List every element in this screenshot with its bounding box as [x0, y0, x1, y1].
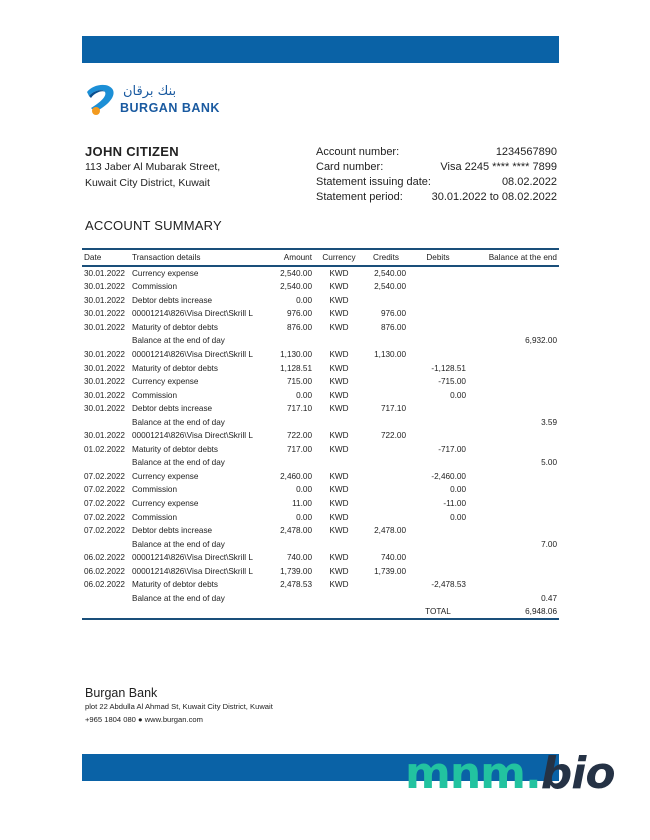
watermark-part2: bio: [540, 748, 615, 799]
cell-credits: 740.00: [380, 553, 406, 563]
cell-amount: 2,478.53: [280, 580, 312, 590]
table-row: [82, 497, 559, 511]
cell-balance: 3.59: [541, 417, 557, 427]
cell-balance: [468, 483, 559, 497]
issue-date-value: 08.02.2022: [501, 176, 557, 188]
cell-details: Debtor debts increase: [132, 295, 213, 305]
issue-date-label: Statement issuing date:: [316, 176, 431, 188]
cell-balance: [468, 429, 559, 443]
table-row: [82, 402, 559, 416]
card-number-label: Card number:: [316, 161, 384, 173]
cell-amount: 2,478.00: [280, 526, 312, 536]
cell-debits: [408, 266, 468, 280]
balance-row: [82, 415, 559, 429]
cell-amount: 2,540.00: [280, 282, 312, 292]
table-row: [82, 388, 559, 402]
customer-block: [85, 144, 220, 191]
cell-date: 06.02.2022: [84, 553, 125, 563]
cell-amount: 715.00: [286, 377, 312, 387]
cell-debits: [408, 551, 468, 565]
cell-amount: [270, 456, 314, 470]
cell-debits: -717.00: [438, 444, 466, 454]
cell-debits: [408, 429, 468, 443]
cell-debits: [408, 294, 468, 308]
cell-date: 30.01.2022: [84, 350, 125, 359]
statement-period-label: Statement period:: [316, 191, 403, 203]
cell-date: 30.01.2022: [84, 363, 125, 373]
cell-date: [82, 415, 130, 429]
cell-balance: [468, 443, 559, 457]
column-header-details: Transaction details: [132, 253, 201, 262]
table-row: [82, 564, 559, 578]
transactions-table: [82, 248, 559, 620]
cell-debits: [408, 456, 468, 470]
cell-credits: [364, 483, 408, 497]
cell-amount: 717.10: [286, 404, 312, 414]
cell-balance: [468, 294, 559, 308]
table-row: [82, 321, 559, 335]
cell-balance: [468, 375, 559, 389]
cell-balance: [468, 524, 559, 538]
header-bar: [82, 36, 559, 63]
cell-currency: KWD: [329, 566, 349, 576]
cell-details: Maturity of debtor debts: [132, 580, 219, 590]
cell-debits: [408, 564, 468, 578]
table-row: [82, 375, 559, 389]
total-label: TOTAL: [425, 607, 451, 617]
cell-date: 30.01.2022: [84, 390, 125, 400]
cell-currency: [314, 537, 364, 551]
column-header-balance: Balance at the end: [488, 253, 557, 262]
cell-credits: [364, 443, 408, 457]
logo-english-text: BURGAN BANK: [120, 101, 220, 115]
column-header-currency: Currency: [322, 253, 356, 262]
cell-amount: 976.00: [286, 309, 312, 319]
cell-balance: 6,932.00: [525, 336, 557, 346]
table-row: [82, 266, 559, 280]
cell-date: 07.02.2022: [84, 512, 125, 522]
cell-currency: [314, 415, 364, 429]
balance-row: [82, 592, 559, 606]
statement-period-value: 30.01.2022 to 08.02.2022: [431, 191, 557, 203]
cell-amount: 1,128.51: [280, 363, 312, 373]
cell-currency: KWD: [329, 526, 349, 536]
cell-debits: [408, 592, 468, 606]
table-row: [82, 510, 559, 524]
cell-date: [82, 537, 130, 551]
table-row: [82, 429, 559, 443]
cell-credits: [364, 510, 408, 524]
table-header-row: [82, 249, 559, 266]
cell-balance: [468, 470, 559, 484]
total-row: [82, 605, 559, 619]
cell-balance: [468, 280, 559, 294]
cell-details: Currency expense: [132, 269, 199, 278]
cell-date: 30.01.2022: [84, 431, 125, 441]
customer-name: JOHN CITIZEN: [85, 144, 179, 159]
cell-details: 00001214\826\Visa Direct\Skrill L: [132, 350, 253, 359]
cell-amount: 876.00: [286, 322, 312, 332]
cell-debits: 0.00: [450, 512, 466, 522]
cell-currency: KWD: [329, 485, 349, 495]
cell-credits: 2,540.00: [374, 282, 406, 292]
cell-details: Currency expense: [132, 471, 199, 481]
cell-date: [82, 334, 130, 348]
cell-date: 30.01.2022: [84, 404, 125, 414]
cell-currency: KWD: [329, 363, 349, 373]
footer: [85, 686, 273, 726]
table-row: [82, 578, 559, 592]
cell-amount: 717.00: [286, 444, 312, 454]
cell-balance: 7.00: [541, 539, 557, 549]
cell-date: 07.02.2022: [84, 471, 125, 481]
cell-details: 00001214\826\Visa Direct\Skrill L: [132, 553, 253, 563]
burgan-swirl-logo-icon: [83, 82, 119, 118]
cell-credits: [364, 592, 408, 606]
cell-amount: [270, 415, 314, 429]
table-row: [82, 348, 559, 362]
cell-credits: [364, 361, 408, 375]
account-info: [316, 145, 557, 205]
cell-balance: [468, 388, 559, 402]
card-number-value: Visa 2245 **** **** 7899: [440, 161, 557, 173]
cell-date: 07.02.2022: [84, 499, 125, 509]
column-header-amount: Amount: [283, 253, 312, 262]
cell-details: Balance at the end of day: [132, 336, 225, 346]
cell-credits: [364, 388, 408, 402]
cell-currency: [314, 456, 364, 470]
cell-details: 00001214\826\Visa Direct\Skrill L: [132, 431, 253, 441]
table-row: [82, 524, 559, 538]
cell-currency: KWD: [329, 282, 349, 292]
account-summary-title: ACCOUNT SUMMARY: [85, 218, 222, 233]
issue-date-row: [316, 175, 557, 190]
cell-date: 06.02.2022: [84, 580, 125, 590]
cell-balance: 5.00: [541, 458, 557, 468]
cell-currency: KWD: [329, 350, 349, 359]
table-row: [82, 361, 559, 375]
table-row: [82, 307, 559, 321]
table-row: [82, 551, 559, 565]
footer-bank-name: Burgan Bank: [85, 686, 158, 700]
total-value: 6,948.06: [525, 607, 557, 617]
cell-credits: [364, 470, 408, 484]
cell-credits: [364, 497, 408, 511]
cell-balance: [468, 510, 559, 524]
account-number-value: 1234567890: [495, 146, 557, 158]
cell-details: Maturity of debtor debts: [132, 363, 219, 373]
account-number-label: Account number:: [316, 146, 400, 158]
bank-logo: [83, 82, 233, 122]
cell-currency: KWD: [329, 404, 349, 414]
cell-amount: [270, 592, 314, 606]
watermark-part1: mnm.: [405, 748, 541, 799]
cell-date: 30.01.2022: [84, 322, 125, 332]
cell-amount: 2,540.00: [280, 269, 312, 278]
cell-balance: [468, 564, 559, 578]
balance-row: [82, 537, 559, 551]
cell-details: Currency expense: [132, 377, 199, 387]
balance-row: [82, 456, 559, 470]
cell-date: 30.01.2022: [84, 269, 125, 278]
cell-details: Maturity of debtor debts: [132, 444, 219, 454]
cell-debits: [408, 415, 468, 429]
cell-balance: [468, 402, 559, 416]
cell-credits: 1,739.00: [374, 566, 406, 576]
cell-debits: -2,460.00: [431, 471, 466, 481]
watermark: [405, 748, 615, 799]
customer-address-line1: 113 Jaber Al Mubarak Street,: [85, 161, 221, 173]
cell-currency: KWD: [329, 377, 349, 387]
cell-amount: 11.00: [292, 499, 312, 509]
cell-currency: KWD: [329, 444, 349, 454]
footer-address: plot 22 Abdulla Al Ahmad St, Kuwait City District, Kuwait: [85, 702, 273, 711]
cell-debits: -11.00: [443, 499, 466, 509]
cell-debits: -2,478.53: [431, 580, 466, 590]
cell-currency: KWD: [329, 309, 349, 319]
footer-contact: +965 1804 080 ● www.burgan.com: [85, 715, 203, 724]
cell-currency: KWD: [329, 580, 349, 590]
cell-balance: 0.47: [541, 593, 557, 603]
cell-credits: 2,478.00: [374, 526, 406, 536]
cell-debits: [408, 524, 468, 538]
cell-credits: [364, 578, 408, 592]
cell-balance: [468, 266, 559, 280]
cell-debits: 0.00: [450, 390, 466, 400]
cell-credits: 2,540.00: [374, 269, 406, 278]
logo-arabic-text: بنك برقان: [123, 84, 177, 99]
cell-balance: [468, 578, 559, 592]
cell-details: 00001214\826\Visa Direct\Skrill L: [132, 309, 253, 319]
cell-currency: KWD: [329, 553, 349, 563]
column-header-date: Date: [84, 253, 102, 262]
cell-balance: [468, 307, 559, 321]
cell-date: 30.01.2022: [84, 309, 125, 319]
cell-date: 30.01.2022: [84, 282, 125, 292]
cell-currency: KWD: [329, 499, 349, 509]
cell-credits: [364, 415, 408, 429]
table-row: [82, 280, 559, 294]
cell-date: 06.02.2022: [84, 566, 125, 576]
cell-details: Currency expense: [132, 499, 199, 509]
cell-date: [82, 592, 130, 606]
table-row: [82, 470, 559, 484]
cell-credits: [364, 537, 408, 551]
customer-address-line2: Kuwait City District, Kuwait: [85, 177, 210, 189]
cell-date: 30.01.2022: [84, 377, 125, 387]
cell-currency: [314, 592, 364, 606]
cell-date: 07.02.2022: [84, 526, 125, 536]
table-row: [82, 483, 559, 497]
column-header-debits: Debits: [426, 253, 450, 262]
cell-credits: [364, 294, 408, 308]
cell-currency: KWD: [329, 390, 349, 400]
cell-debits: [408, 402, 468, 416]
cell-details: Maturity of debtor debts: [132, 322, 219, 332]
cell-debits: -1,128.51: [431, 363, 466, 373]
cell-debits: [408, 280, 468, 294]
cell-debits: [408, 307, 468, 321]
cell-credits: [364, 375, 408, 389]
cell-debits: -715.00: [438, 377, 466, 387]
cell-amount: 0.00: [296, 390, 312, 400]
cell-currency: KWD: [329, 269, 349, 278]
cell-credits: 976.00: [380, 309, 406, 319]
cell-credits: 722.00: [380, 431, 406, 441]
cell-details: Balance at the end of day: [132, 539, 225, 549]
card-number-row: [316, 160, 557, 175]
cell-amount: 0.00: [296, 512, 312, 522]
transactions-body: [82, 266, 559, 605]
cell-date: [82, 456, 130, 470]
cell-details: Balance at the end of day: [132, 417, 225, 427]
cell-amount: [270, 537, 314, 551]
cell-credits: [364, 334, 408, 348]
cell-details: 00001214\826\Visa Direct\Skrill L: [132, 566, 253, 576]
cell-details: Debtor debts increase: [132, 526, 213, 536]
cell-details: Balance at the end of day: [132, 593, 225, 603]
cell-details: Balance at the end of day: [132, 458, 225, 468]
cell-details: Debtor debts increase: [132, 404, 213, 414]
cell-credits: 876.00: [380, 322, 406, 332]
cell-debits: 0.00: [450, 485, 466, 495]
cell-debits: [408, 334, 468, 348]
cell-balance: [468, 321, 559, 335]
cell-currency: KWD: [329, 512, 349, 522]
cell-amount: 740.00: [286, 553, 312, 563]
cell-debits: [408, 348, 468, 362]
cell-currency: KWD: [329, 322, 349, 332]
table-row: [82, 294, 559, 308]
cell-details: Commission: [132, 485, 178, 495]
cell-amount: [270, 334, 314, 348]
cell-amount: 0.00: [296, 295, 312, 305]
cell-amount: 0.00: [296, 485, 312, 495]
statement-period-row: [316, 190, 557, 205]
cell-balance: [468, 551, 559, 565]
cell-amount: 1,130.00: [280, 350, 312, 359]
account-number-row: [316, 145, 557, 160]
cell-details: Commission: [132, 282, 178, 292]
cell-date: 01.02.2022: [84, 444, 125, 454]
cell-balance: [468, 497, 559, 511]
cell-date: 30.01.2022: [84, 295, 125, 305]
column-header-credits: Credits: [373, 253, 399, 262]
cell-balance: [468, 361, 559, 375]
cell-amount: 2,460.00: [280, 471, 312, 481]
table-row: [82, 443, 559, 457]
cell-debits: [408, 537, 468, 551]
cell-date: 07.02.2022: [84, 485, 125, 495]
cell-currency: KWD: [329, 431, 349, 441]
cell-credits: [364, 456, 408, 470]
cell-balance: [468, 348, 559, 362]
cell-credits: 717.10: [380, 404, 406, 414]
cell-credits: 1,130.00: [374, 350, 406, 359]
cell-currency: [314, 334, 364, 348]
cell-debits: [408, 321, 468, 335]
cell-details: Commission: [132, 390, 178, 400]
cell-amount: 722.00: [286, 431, 312, 441]
balance-row: [82, 334, 559, 348]
cell-currency: KWD: [329, 471, 349, 481]
cell-currency: KWD: [329, 295, 349, 305]
cell-details: Commission: [132, 512, 178, 522]
cell-amount: 1,739.00: [280, 566, 312, 576]
